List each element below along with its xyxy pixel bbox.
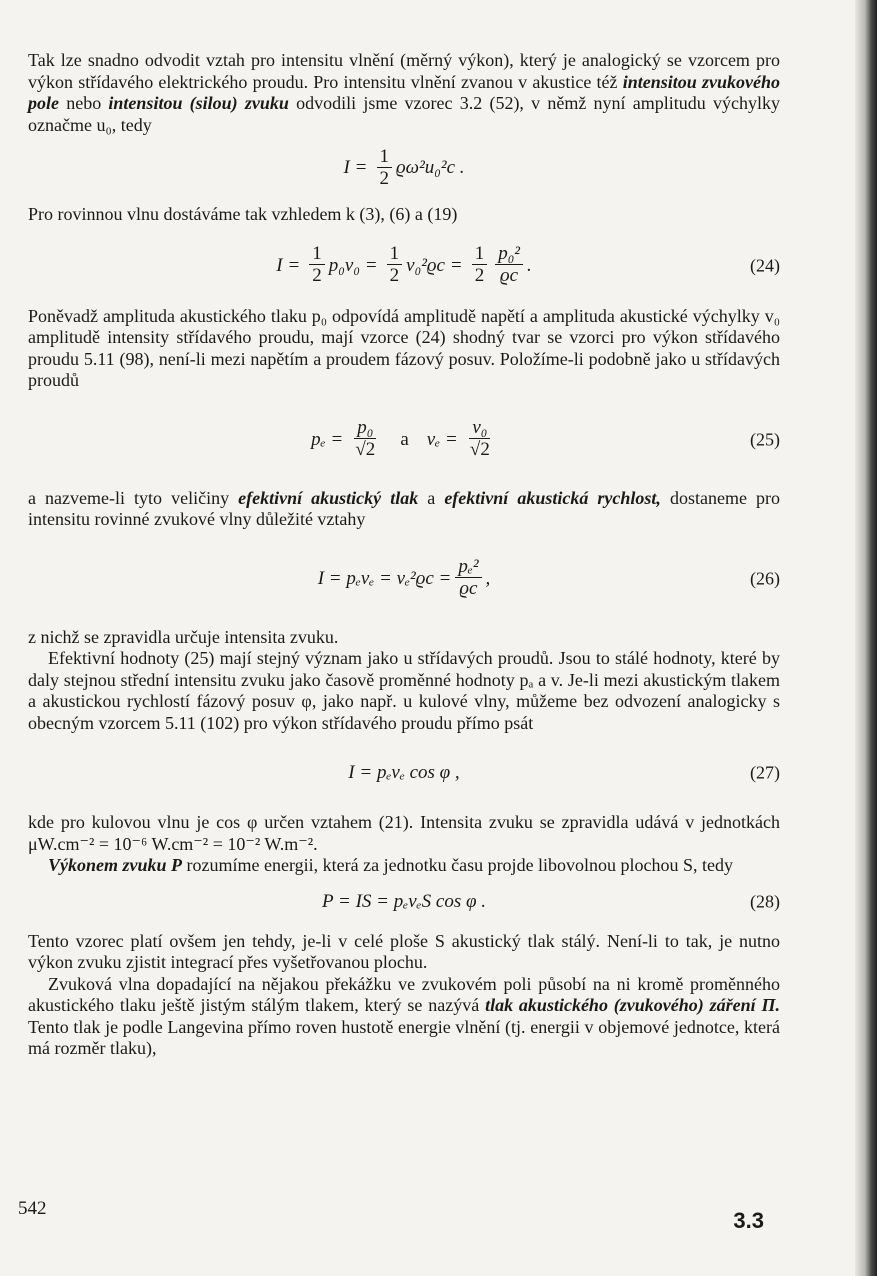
paragraph-4: a nazveme-li tyto veličiny efektivní akustický tlak a efektivní akustická rychlost, dostaneme pro intensitu rovinné zvukové vlny důležité vztahy <box>28 487 780 529</box>
equation-24: I = $\frac{1}{2}$ p₀v₀ = $\frac{1}{2}$ v₀²ϱc = $\frac{1}{2}$ $\frac{\text{p₀²}}{ϱc}$ . (24) <box>276 243 780 286</box>
equation-27: I = pₑvₑ cos φ , (27) <box>348 762 780 783</box>
equation-number: (26) <box>750 568 780 588</box>
paragraph-2: Pro rovinnou vlnu dostáváme tak vzhledem k (3), (6) a (19) <box>28 204 458 224</box>
equation-28: P = IS = pₑvₑS cos φ . (28) <box>322 890 780 912</box>
equation-intensity: I = $\frac{1}{2}$ ϱω²u₀²c . <box>343 145 465 189</box>
equation-25: pₑ = $\frac{\text{p₀}}{√2}$ a vₑ = $\frac{\text{v₀}}{√2}$ (25) <box>311 417 780 460</box>
equation-number: (24) <box>750 255 780 275</box>
page-body <box>28 50 780 1060</box>
paragraph-7: kde pro kulovou vlnu je cos φ určen vztahem (21). Intensita zvuku se zpravidla udává v jednotkách μW.cm⁻² = 10⁻⁶ W.cm⁻² = 10⁻² W.m⁻². <box>28 812 780 854</box>
paragraph-6: Efektivní hodnoty (25) mají stejný význam jako u střídavých proudů. Jsou to stálé hodnoty, které by daly stejnou střední intensitu zvuku jako časově proměnné hodnoty pₐ a v. Je-li mezi akustickým tlakem a akustickou rychlostí fázový posuv φ, jako např. u kulové vlny, můžeme bez odvození analogicky s obecným vzorcem 5.11 (102) pro výkon střídavého proudu přímo psát <box>28 648 780 733</box>
equation-number: (25) <box>750 429 780 449</box>
paragraph-3: Poněvadž amplituda akustického tlaku p₀ odpovídá amplitudě napětí a amplituda akustické výchylky v₀ amplitudě intensity střídavého proudu, mají vzorce (24) shodný tvar se vzorci pro výkon střídavého proudu 5.11 (98), není-li mezi napětím a proudem fázový posuv. Položíme-li podobně jako u střídavých proudů <box>28 305 780 390</box>
equation-number: (28) <box>750 891 780 911</box>
equation-26: I = pₑvₑ = vₑ²ϱc = $\frac{\text{pₑ²}}{ϱc}$ , (26) <box>317 556 780 599</box>
paragraph-8: Výkonem zvuku P rozumíme energii, která za jednotku času projde libovolnou plochou S, tedy <box>48 855 734 875</box>
paragraph-1: Tak lze snadno odvodit vztah pro intensitu vlnění (měrný výkon), který je analogický se vzorcem pro výkon střídavého elektrického proudu. Pro intensitu vlnění zvanou v akustice též intensitou zvukového pole nebo intensitou (silou) zvuku odvodili jsme vzorec 3.2 (52), v němž nyní amplitudu výchylky označme u₀, tedy <box>28 50 780 135</box>
paragraph-10: Zvuková vlna dopadající na nějakou překážku ve zvukovém poli působí na ni kromě proměnného akustického tlaku ještě jistým stálým tlakem, který se nazývá tlak akustického (zvukového) záření Π. Tento tlak je podle Langevina přímo roven hustotě energie vlnění (tj. energii v objemové jednotce, která má rozměr tlaku), <box>28 973 780 1058</box>
paragraph-5: z nichž se zpravidla určuje intensita zvuku. <box>28 626 339 647</box>
section-number: 3.3 <box>733 1208 764 1233</box>
page-binding-shadow <box>855 0 877 1276</box>
equation-number: (27) <box>750 762 780 783</box>
page-number: 542 <box>18 1198 47 1219</box>
paragraph-9: Tento vzorec platí ovšem jen tehdy, je-li v celé ploše S akustický tlak stálý. Není-li to tak, je nutno výkon zvuku zjistit integrací přes vyšetřovanou plochu. <box>28 930 780 972</box>
